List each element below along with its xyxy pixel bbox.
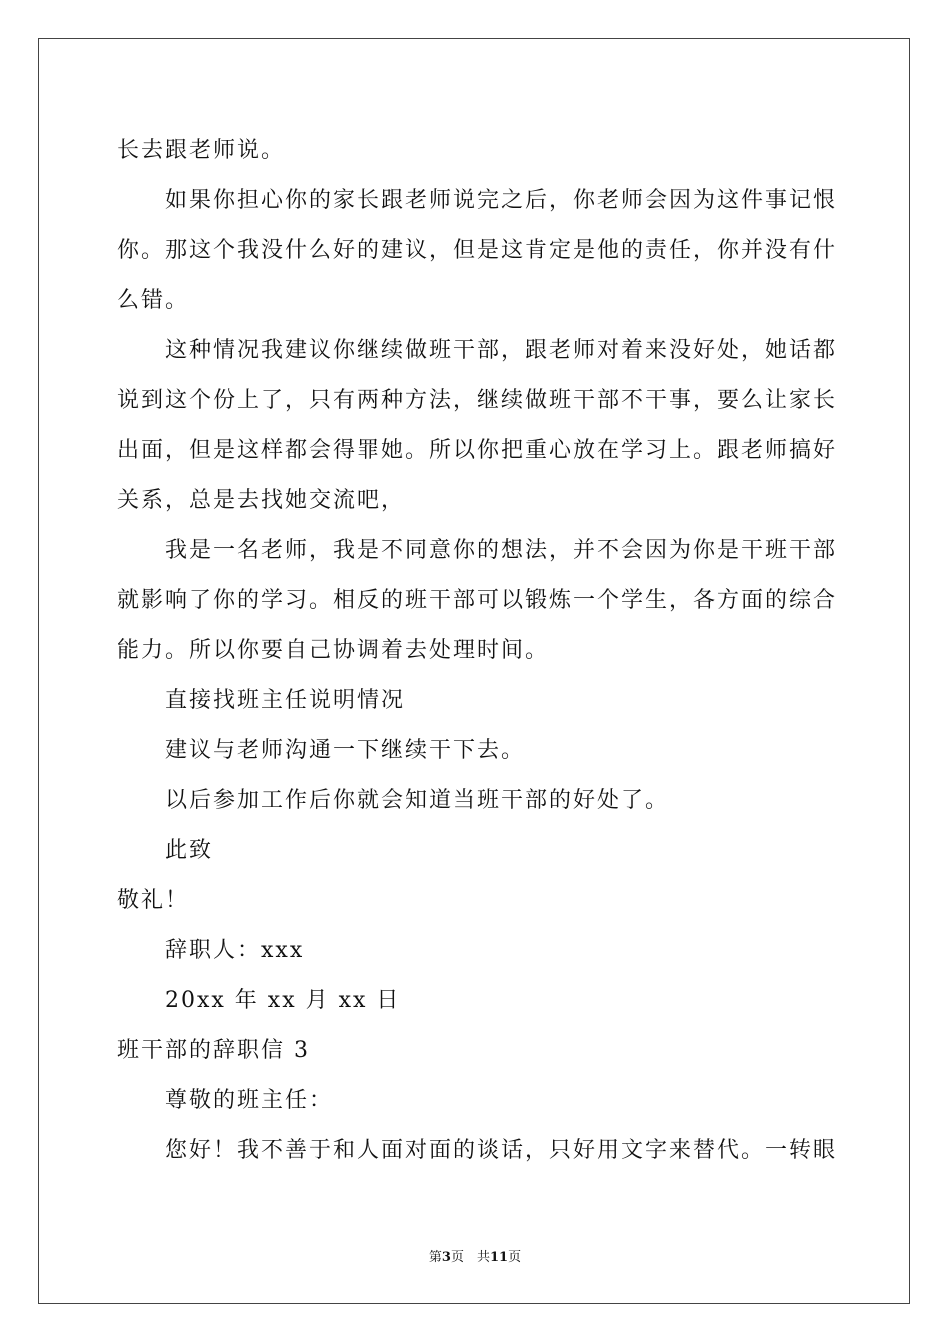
page-footer (0, 1246, 950, 1265)
text-line-4: 么错。 (117, 288, 190, 313)
text-line-21: 您好！我不善于和人面对面的谈话，只好用文字来替代。一转眼 (165, 1138, 838, 1163)
closing-phrase: 此致 (165, 838, 214, 863)
text-line-7: 出面，但是这样都会得罪她。所以你把重心放在学习上。跟老师搞好 (117, 438, 838, 463)
text-line-2: 如果你担心你的家长跟老师说完之后，你老师会因为这件事记恨 (165, 188, 838, 213)
text-line-5: 这种情况我建议你继续做班干部，跟老师对着来没好处，她话都 (165, 338, 838, 363)
text-line-10: 就影响了你的学习。相反的班干部可以锻炼一个学生，各方面的综合 (117, 588, 838, 613)
text-line-6: 说到这个份上了，只有两种方法，继续做班干部不干事，要么让家长 (117, 388, 838, 413)
page-current: 3 (441, 1250, 451, 1265)
signature-name: 辞职人：xxx (165, 938, 305, 963)
page-suffix: 页 (508, 1250, 522, 1265)
page-prefix: 第 (428, 1250, 442, 1265)
text-line-3: 你。那这个我没什么好的建议，但是这肯定是他的责任，你并没有什 (117, 238, 838, 263)
letter-greeting: 尊敬的班主任： (165, 1088, 334, 1113)
text-line-11: 能力。所以你要自己协调着去处理时间。 (117, 638, 550, 663)
text-line-12: 直接找班主任说明情况 (165, 688, 406, 713)
salutation: 敬礼！ (117, 888, 190, 913)
page-total: 11 (489, 1250, 509, 1265)
section-heading: 班干部的辞职信 3 (117, 1038, 310, 1063)
text-line-14: 以后参加工作后你就会知道当班干部的好处了。 (165, 788, 670, 813)
text-line-1: 长去跟老师说。 (117, 138, 286, 163)
text-line-8: 关系，总是去找她交流吧， (117, 488, 406, 513)
signature-date: 20xx 年 xx 月 xx 日 (165, 988, 401, 1013)
document-body (117, 126, 838, 1176)
text-line-9: 我是一名老师，我是不同意你的想法，并不会因为你是干班干部 (165, 538, 838, 563)
page-mid: 页 共 (450, 1250, 490, 1265)
text-line-13: 建议与老师沟通一下继续干下去。 (165, 738, 526, 763)
